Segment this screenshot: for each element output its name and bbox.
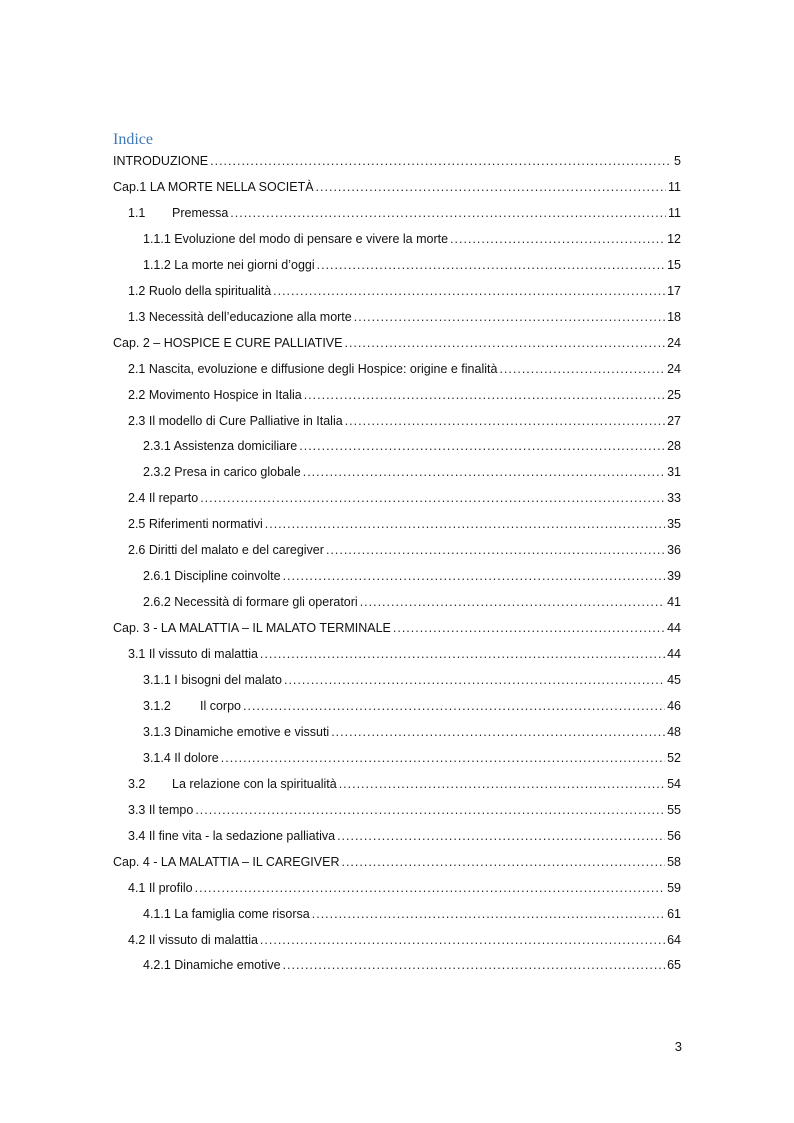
toc-dot-leader bbox=[316, 177, 666, 197]
toc-entry-text: 1.1.2 La morte nei giorni d’oggi bbox=[143, 257, 315, 272]
toc-entry[interactable] bbox=[143, 955, 681, 975]
toc-entry-label bbox=[113, 618, 391, 638]
toc-dot-leader bbox=[299, 436, 665, 456]
toc-entry-page: 17 bbox=[667, 283, 681, 298]
toc-entry-text: 2.6.1 Discipline coinvolte bbox=[143, 569, 281, 584]
toc-entry-page: 24 bbox=[667, 335, 681, 350]
toc-dot-leader bbox=[326, 540, 665, 560]
toc-entry-label bbox=[143, 436, 297, 456]
toc-entry-text: 1.3 Necessità dell’educazione alla morte bbox=[128, 309, 352, 324]
toc-entry-text: 2.3.2 Presa in carico globale bbox=[143, 465, 301, 480]
toc-entry-page: 35 bbox=[667, 517, 681, 532]
toc-entry-label bbox=[143, 748, 219, 768]
toc-entry-label bbox=[128, 514, 263, 534]
toc-entry[interactable] bbox=[128, 800, 681, 820]
toc-entry-page: 44 bbox=[667, 647, 681, 662]
toc-entry[interactable] bbox=[128, 826, 681, 846]
toc-dot-leader bbox=[331, 722, 665, 742]
toc-entry[interactable] bbox=[143, 696, 681, 716]
toc-entry-text: 3.1 Il vissuto di malattia bbox=[128, 647, 258, 662]
toc-entry[interactable] bbox=[143, 255, 681, 275]
toc-entry[interactable] bbox=[128, 307, 681, 327]
toc-entry-label bbox=[143, 955, 281, 975]
toc-entry-page: 36 bbox=[667, 543, 681, 558]
toc-dot-leader bbox=[260, 644, 665, 664]
toc-entry[interactable] bbox=[128, 385, 681, 405]
toc-entry[interactable] bbox=[143, 592, 681, 612]
page-number: 3 bbox=[674, 1039, 682, 1054]
toc-entry[interactable] bbox=[128, 203, 681, 223]
toc-entry-label bbox=[143, 229, 448, 249]
toc-entry[interactable] bbox=[128, 281, 681, 301]
toc-dot-leader bbox=[317, 255, 665, 275]
toc-entry-text: Cap. 4 - LA MALATTIA – IL CAREGIVER bbox=[113, 854, 340, 869]
toc-entry-text: Cap.1 LA MORTE NELLA SOCIETÀ bbox=[113, 179, 314, 194]
toc-dot-leader bbox=[354, 307, 665, 327]
toc-entry-page: 5 bbox=[674, 154, 681, 168]
toc-dot-leader bbox=[260, 930, 665, 950]
toc-dot-leader bbox=[393, 618, 665, 638]
toc-dot-leader bbox=[265, 514, 665, 534]
toc-dot-leader bbox=[284, 670, 665, 690]
toc-entry-page: 59 bbox=[667, 880, 681, 895]
toc-entry[interactable] bbox=[128, 514, 681, 534]
toc-entry[interactable] bbox=[143, 436, 681, 456]
toc-entry-page: 64 bbox=[667, 932, 681, 947]
toc-entry[interactable] bbox=[113, 177, 681, 197]
toc-title: Indice bbox=[113, 131, 153, 148]
toc-entry-label bbox=[113, 852, 339, 872]
toc-entry-text: 2.5 Riferimenti normativi bbox=[128, 517, 263, 532]
toc-entry-label bbox=[143, 255, 315, 275]
toc-dot-leader bbox=[283, 566, 666, 586]
toc-entry-number: 3.1.2 bbox=[143, 698, 171, 713]
toc-entry-label bbox=[128, 878, 193, 898]
toc-entry-label bbox=[128, 774, 337, 794]
toc-entry-page: 39 bbox=[667, 569, 681, 584]
toc-entry-label bbox=[143, 696, 241, 716]
toc-entry[interactable] bbox=[113, 333, 681, 353]
toc-dot-leader bbox=[210, 151, 672, 171]
toc-entry[interactable] bbox=[128, 411, 681, 431]
toc-entry-text: 4.2.1 Dinamiche emotive bbox=[143, 958, 281, 973]
toc-entry-page: 18 bbox=[667, 309, 681, 324]
toc-entry-label bbox=[143, 904, 310, 924]
toc-dot-leader bbox=[200, 488, 665, 508]
toc-entry-text: 2.6.2 Necessità di formare gli operatori bbox=[143, 595, 358, 610]
toc-entry-label bbox=[128, 411, 343, 431]
toc-entry[interactable] bbox=[128, 930, 681, 950]
toc-entry-page: 25 bbox=[667, 387, 681, 402]
toc-dot-leader bbox=[303, 462, 665, 482]
toc-entry-text: 1.2 Ruolo della spiritualità bbox=[128, 283, 272, 298]
toc-entry-label bbox=[143, 462, 301, 482]
toc-dot-leader bbox=[499, 359, 665, 379]
toc-entry[interactable] bbox=[128, 540, 681, 560]
toc-entry-text: 2.4 Il reparto bbox=[128, 491, 199, 506]
toc-entry-page: 24 bbox=[667, 361, 681, 376]
toc-entry-text: 4.2 Il vissuto di malattia bbox=[128, 932, 258, 947]
toc-entry-text: Premessa bbox=[172, 205, 229, 220]
toc-entry-text: 3.4 Il fine vita - la sedazione palliativa bbox=[128, 828, 336, 843]
toc-entry-text: Il corpo bbox=[200, 698, 241, 713]
toc-entry-text: 4.1.1 La famiglia come risorsa bbox=[143, 906, 310, 921]
toc-entry-label bbox=[128, 540, 324, 560]
toc-entry-page: 27 bbox=[667, 413, 681, 428]
toc-entry-page: 31 bbox=[667, 465, 681, 480]
toc-dot-leader bbox=[341, 852, 665, 872]
toc-entry[interactable] bbox=[143, 904, 681, 924]
toc-entry-label bbox=[143, 722, 329, 742]
toc-entry-label bbox=[143, 670, 282, 690]
toc-entry-page: 61 bbox=[667, 906, 681, 921]
toc-dot-leader bbox=[339, 774, 665, 794]
toc-entry-label bbox=[128, 203, 228, 223]
toc-entry-label bbox=[128, 644, 258, 664]
toc-entry-number: 1.1 bbox=[128, 205, 146, 220]
toc-dot-leader bbox=[344, 333, 665, 353]
toc-entry-label bbox=[113, 151, 208, 171]
toc-entry[interactable] bbox=[128, 878, 681, 898]
toc-entry[interactable] bbox=[113, 852, 681, 872]
toc-dot-leader bbox=[230, 203, 666, 223]
toc-entry-text: 2.2 Movimento Hospice in Italia bbox=[128, 387, 302, 402]
toc-dot-leader bbox=[273, 281, 665, 301]
toc-entry[interactable] bbox=[128, 774, 681, 794]
toc-entry-text: 3.1.3 Dinamiche emotive e vissuti bbox=[143, 724, 330, 739]
toc-entry-label bbox=[128, 488, 198, 508]
toc-entry-page: 45 bbox=[667, 673, 681, 687]
toc-entry-text: 2.1 Nascita, evoluzione e diffusione degli Hospice: origine e finalità bbox=[128, 361, 498, 376]
toc-entry-page: 41 bbox=[667, 595, 681, 610]
toc-entry-page: 54 bbox=[667, 776, 681, 791]
toc-dot-leader bbox=[304, 385, 665, 405]
toc-dot-leader bbox=[195, 878, 665, 898]
toc-entry[interactable] bbox=[143, 670, 681, 690]
toc-entry-text: 3.1.4 Il dolore bbox=[143, 750, 219, 765]
toc-entry-label bbox=[128, 930, 258, 950]
toc-entry[interactable] bbox=[143, 566, 681, 586]
toc-entry[interactable] bbox=[143, 748, 681, 768]
toc-dot-leader bbox=[360, 592, 665, 612]
toc-entry-text: 1.1.1 Evoluzione del modo di pensare e vivere la morte bbox=[143, 231, 449, 246]
toc-entry-text: 3.1.1 I bisogni del malato bbox=[143, 673, 282, 687]
toc-entry-page: 11 bbox=[668, 179, 681, 194]
toc-entry-page: 44 bbox=[667, 621, 681, 636]
toc-entry[interactable] bbox=[113, 151, 681, 171]
toc-entry-text: INTRODUZIONE bbox=[113, 154, 209, 168]
toc-dot-leader bbox=[283, 955, 666, 975]
toc-entry[interactable] bbox=[128, 644, 681, 664]
toc-dot-leader bbox=[345, 411, 665, 431]
toc-entry-text: La relazione con la spiritualità bbox=[172, 776, 337, 791]
toc-entry-page: 58 bbox=[667, 854, 681, 869]
toc-entry-page: 33 bbox=[667, 491, 681, 506]
toc-entry-page: 55 bbox=[667, 802, 681, 817]
toc-entry-page: 28 bbox=[667, 439, 681, 454]
toc-entry-label bbox=[113, 333, 342, 353]
toc-dot-leader bbox=[195, 800, 665, 820]
toc-entry-text: 4.1 Il profilo bbox=[128, 880, 193, 895]
toc-dot-leader bbox=[450, 229, 665, 249]
toc-entry-page: 65 bbox=[667, 958, 681, 973]
toc-entry-label bbox=[143, 566, 281, 586]
toc-entry-label bbox=[128, 281, 271, 301]
toc-entry-text: Cap. 3 - LA MALATTIA – IL MALATO TERMINALE bbox=[113, 621, 391, 636]
toc-entry-page: 11 bbox=[668, 205, 681, 220]
toc-entry[interactable] bbox=[143, 229, 681, 249]
toc-entry-text: 2.6 Diritti del malato e del caregiver bbox=[128, 543, 324, 558]
toc-entry-label bbox=[128, 307, 352, 327]
toc-entry-number: 3.2 bbox=[128, 776, 146, 791]
toc-entry-text: 2.3 Il modello di Cure Palliative in Italia bbox=[128, 413, 343, 428]
toc-entry-label bbox=[128, 385, 302, 405]
toc-entry-label bbox=[143, 592, 358, 612]
toc-dot-leader bbox=[312, 904, 665, 924]
toc-dot-leader bbox=[243, 696, 665, 716]
toc-entry-page: 12 bbox=[667, 231, 681, 246]
toc-entry-page: 48 bbox=[667, 724, 681, 739]
toc-entry[interactable] bbox=[128, 488, 681, 508]
toc-entry-label bbox=[113, 177, 314, 197]
toc-entry[interactable] bbox=[143, 462, 681, 482]
toc-entry-text: 2.3.1 Assistenza domiciliare bbox=[143, 439, 298, 454]
toc-entry-label bbox=[128, 800, 193, 820]
toc-entry-page: 56 bbox=[667, 828, 681, 843]
toc-entry-text: 3.3 Il tempo bbox=[128, 802, 194, 817]
toc-entry[interactable] bbox=[113, 618, 681, 638]
toc-entry-page: 15 bbox=[667, 257, 681, 272]
toc-entry-label bbox=[128, 359, 497, 379]
toc-entry[interactable] bbox=[143, 722, 681, 742]
toc-dot-leader bbox=[221, 748, 665, 768]
toc-entry[interactable] bbox=[128, 359, 681, 379]
toc-entry-label bbox=[128, 826, 335, 846]
toc-entry-page: 52 bbox=[667, 750, 681, 765]
toc-entry-text: Cap. 2 – HOSPICE E CURE PALLIATIVE bbox=[113, 335, 343, 350]
toc-dot-leader bbox=[337, 826, 665, 846]
toc-entry-page: 46 bbox=[667, 698, 681, 713]
